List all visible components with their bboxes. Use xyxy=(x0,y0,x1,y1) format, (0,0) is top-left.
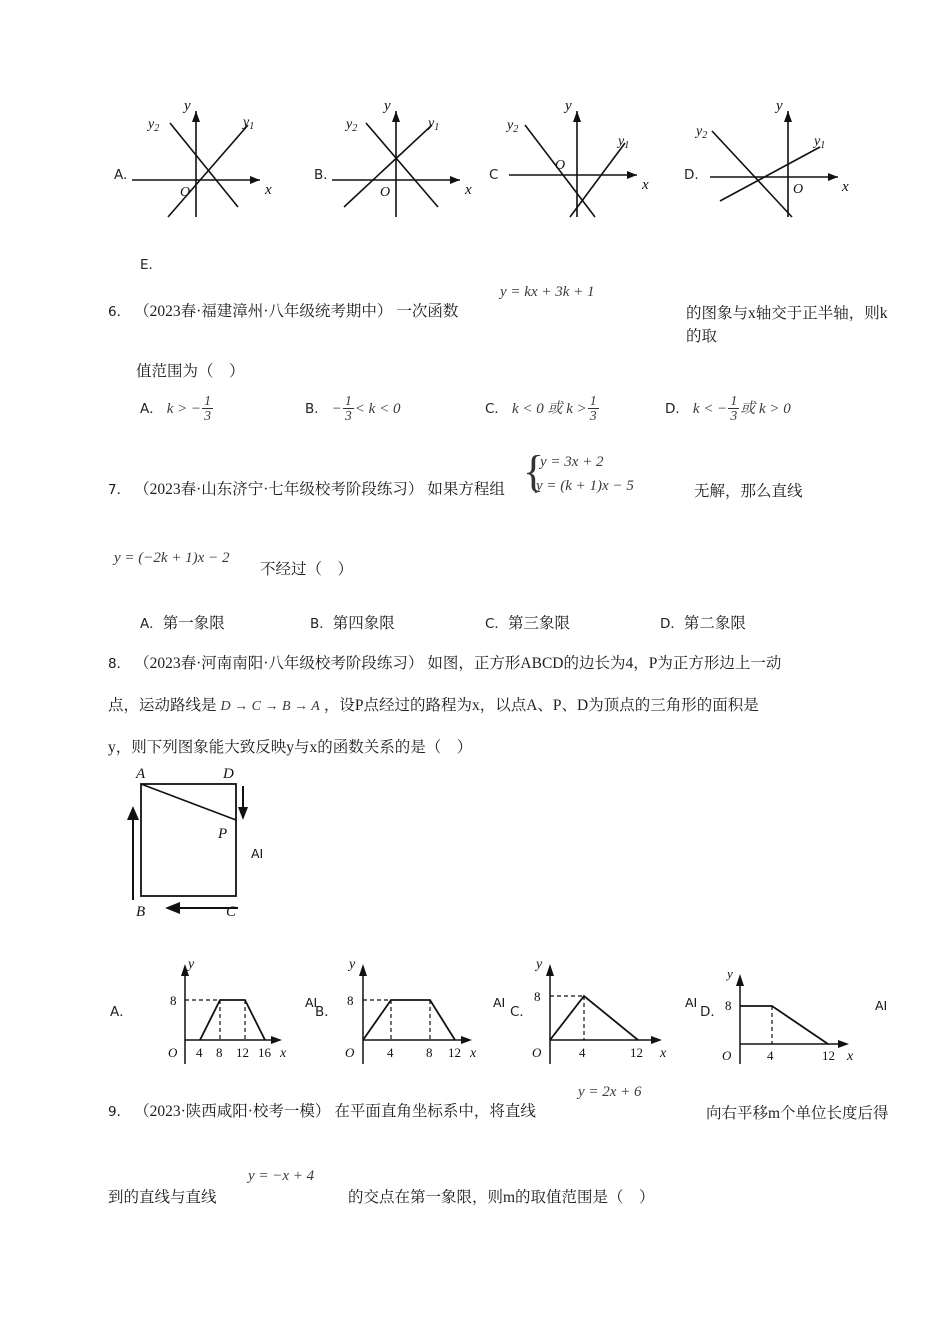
q6-option-d-frac-num: 1 xyxy=(730,393,738,408)
q9-line2 xyxy=(108,1168,908,1208)
q8-graph-b-origin: O xyxy=(345,1045,355,1060)
q5-graph-c xyxy=(485,95,665,220)
q7-option-d[interactable] xyxy=(660,612,746,635)
q6-option-c-frac-num: 1 xyxy=(589,393,597,408)
q9-line2-after: 的交点在第一象限，则m的取值范围是（ ） xyxy=(348,1189,655,1206)
q8-graph-a-xtick-16: 16 xyxy=(258,1045,271,1060)
q8-graph-a xyxy=(110,952,350,1070)
q8-graph-d xyxy=(700,952,940,1070)
q9-source: （2023·陕西咸阳·校考一模） xyxy=(134,1103,331,1120)
q5-option-a-letter: A. xyxy=(114,167,128,183)
q8-graph-a-xtick-4: 4 xyxy=(196,1045,203,1060)
q5-option-c-letter: C xyxy=(489,167,499,183)
q7-option-d-letter: D． xyxy=(660,616,684,632)
q6-option-b-frac-num: 1 xyxy=(344,393,352,408)
q7-option-d-label: 第二象限 xyxy=(683,615,746,632)
q8-graph-b-xtick-4: 4 xyxy=(387,1045,394,1060)
q5-graph-b xyxy=(310,95,480,220)
q8-graph-a-ytick-8: 8 xyxy=(170,993,177,1008)
q7-option-b-label: 第四象限 xyxy=(332,615,395,632)
q7-option-b[interactable] xyxy=(310,612,395,635)
q5-option-b[interactable] xyxy=(310,95,480,220)
q7-text-after: 无解，那么直线 xyxy=(694,483,803,500)
q7-line2 xyxy=(114,550,914,586)
q6-line2: 值范围为（ ） xyxy=(136,363,245,380)
q8-graph-c-xtick-12: 12 xyxy=(630,1045,643,1060)
q8-graph-c-x-label: x xyxy=(660,1046,667,1061)
q8-source: （2023春·河南南阳·八年级校考阶段练习） xyxy=(134,655,424,672)
q8-line1: 如图，正方形ABCD的边长为4，P为正方形边上一动 xyxy=(427,655,782,672)
q5-graph-d-x-label: x xyxy=(842,179,849,195)
q7-option-a-letter: A． xyxy=(140,616,163,632)
q6-option-d-expr: k < − $\frac{1}{3}$ 或 k > 0 xyxy=(692,393,791,424)
q8-figure-svg xyxy=(108,762,368,942)
q9-number: 9． xyxy=(108,1104,131,1120)
q8-figure-label-a: A xyxy=(136,766,146,782)
q7-system-line1: y = 3x + 2 xyxy=(540,454,604,470)
q5-graph-c-y2-label: $y_2$ xyxy=(507,118,519,135)
q5-graph-b-y-label: y xyxy=(384,98,391,114)
q9-formula1: y = 2x + 6 xyxy=(578,1084,642,1100)
q7-options xyxy=(140,612,930,638)
q9-text-mid: 向右平移m个单位长度后得 xyxy=(706,1105,889,1122)
q5-graph-a-y2-label: $y_2$ xyxy=(148,117,160,134)
q8-graph-d-ai-tag: AI xyxy=(875,998,888,1013)
q8-graph-c-origin: O xyxy=(532,1045,542,1060)
q7-option-c-letter: C． xyxy=(485,616,508,632)
q8-graph-d-y-label: y xyxy=(727,966,733,981)
q6-option-d-frac-den: 3 xyxy=(730,408,738,424)
question-6 xyxy=(108,284,898,383)
q7-number: 7． xyxy=(108,482,131,498)
q6-option-b-expr: − $\frac{1}{3}$ < k < 0 xyxy=(331,393,401,424)
q5-graph-a xyxy=(110,95,280,220)
q8-graph-d-x-label: x xyxy=(847,1049,854,1064)
q6-option-d[interactable] xyxy=(665,394,791,424)
q8-graph-a-xtick-12: 12 xyxy=(236,1045,249,1060)
q8-option-a[interactable] xyxy=(110,952,350,1070)
q7-text-tail: 不经过（ ） xyxy=(260,561,354,578)
q6-option-a[interactable] xyxy=(140,394,214,424)
q6-option-c[interactable] xyxy=(485,394,600,424)
q9-line2-before: 到的直线与直线 xyxy=(108,1189,217,1206)
q7-source: （2023春·山东济宁·七年级校考阶段练习） xyxy=(134,481,424,498)
q6-formula: y = kx + 3k + 1 xyxy=(500,284,595,300)
q8-option-c-letter: C． xyxy=(510,1004,533,1020)
q8-number: 8． xyxy=(108,656,131,672)
q8-graph-a-origin: O xyxy=(168,1045,178,1060)
q6-number: 6． xyxy=(108,304,131,320)
q8-graph-a-x-label: x xyxy=(280,1046,287,1061)
q5-option-c[interactable] xyxy=(485,95,665,220)
q6-text-before: 一次函数 xyxy=(396,303,459,320)
q8-graph-b-xtick-12: 12 xyxy=(448,1045,461,1060)
q7-formula2: y = (−2k + 1)x − 2 xyxy=(114,550,230,566)
q8-graph-a-xtick-8: 8 xyxy=(216,1045,223,1060)
q5-graph-b-y1-label: $y_1$ xyxy=(428,116,440,133)
q8-option-b-letter: B． xyxy=(315,1004,338,1020)
q6-option-a-frac-num: 1 xyxy=(204,393,212,408)
q7-option-a[interactable] xyxy=(140,612,225,635)
q8-graph-a-ai-tag: AI xyxy=(305,995,318,1010)
q5-options-row xyxy=(110,95,940,225)
q5-graph-c-y1-label: $y_1$ xyxy=(618,134,630,151)
q7-text-before: 如果方程组 xyxy=(427,481,505,498)
q7-system-line2: y = (k + 1)x − 5 xyxy=(536,478,634,494)
q6-option-b-frac-den: 3 xyxy=(344,408,352,424)
q6-options xyxy=(140,388,930,434)
q5-graph-d-origin: O xyxy=(793,182,804,197)
q5-graph-a-y1-label: $y_1$ xyxy=(243,115,255,132)
q8-graph-d-xtick-12: 12 xyxy=(822,1048,835,1063)
q6-option-c-letter: C． xyxy=(485,400,508,417)
q8-line2-path: D → C → B → A xyxy=(220,699,320,714)
q8-figure-label-d: D xyxy=(223,766,234,782)
q6-option-c-frac-den: 3 xyxy=(589,408,597,424)
q5-option-d-letter: D. xyxy=(684,167,699,183)
q8-line2-b: ，设P点经过的路程为x，以点A、P、D为顶点的三角形的面积是 xyxy=(323,697,759,714)
q7-option-c-label: 第三象限 xyxy=(507,615,570,632)
q8-graph-c-ai-tag: AI xyxy=(685,995,698,1010)
q5-graph-a-origin: O xyxy=(180,185,191,200)
q5-option-d[interactable] xyxy=(680,95,865,220)
question-9 xyxy=(108,1084,908,1124)
q5-graph-c-y-label: y xyxy=(565,98,572,114)
q8-line3: y，则下列图象能大致反映y与x的函数关系的是（ ） xyxy=(108,739,473,756)
q7-option-b-letter: B． xyxy=(310,616,333,632)
q9-text-before: 在平面直角坐标系中，将直线 xyxy=(334,1103,536,1120)
q5-graph-d xyxy=(680,95,865,220)
q5-graph-b-y2-label: $y_2$ xyxy=(346,117,358,134)
q6-option-c-expr: k < 0 或 k > $\frac{1}{3}$ xyxy=(511,393,597,424)
q8-graph-b-xtick-8: 8 xyxy=(426,1045,433,1060)
q5-graph-d-y-label: y xyxy=(776,98,783,114)
q8-graph-c-xtick-4: 4 xyxy=(579,1045,586,1060)
q6-option-a-frac-den: 3 xyxy=(204,408,212,424)
q6-option-a-letter: A． xyxy=(140,400,163,417)
q6-option-b-letter: B． xyxy=(305,400,328,417)
q6-text-after: 的图象与x轴交于正半轴，则k的取 xyxy=(686,305,888,346)
question-7 xyxy=(108,447,908,538)
q8-option-a-letter: A． xyxy=(110,1004,133,1020)
q8-graph-b-ytick-8: 8 xyxy=(347,993,354,1008)
q5-option-b-letter: B. xyxy=(314,167,328,183)
q8-graph-d-origin: O xyxy=(722,1048,732,1063)
q5-graph-b-origin: O xyxy=(380,185,391,200)
q8-figure-ai-tag: AI xyxy=(251,846,264,861)
q8-graph-b-x-label: x xyxy=(470,1046,477,1061)
q5-graph-a-y-label: y xyxy=(184,98,191,114)
q5-graph-d-y2-label: $y_2$ xyxy=(696,124,708,141)
q6-source: （2023春·福建漳州·八年级统考期中） xyxy=(134,303,393,320)
q8-figure-label-p: P xyxy=(218,826,228,842)
q5-graph-c-x-label: x xyxy=(642,177,649,193)
q9-formula2: y = −x + 4 xyxy=(248,1168,315,1184)
q6-option-b[interactable] xyxy=(305,394,400,424)
q8-graph-a-y-label: y xyxy=(188,957,195,972)
q5-graph-b-x-label: x xyxy=(465,182,472,198)
q8-options-row xyxy=(110,952,940,1070)
q8-graph-d-xtick-4: 4 xyxy=(767,1048,774,1063)
q8-figure-label-c: C xyxy=(226,904,237,920)
q8-figure-label-b: B xyxy=(136,904,146,920)
q5-graph-a-x-label: x xyxy=(265,182,272,198)
question-8 xyxy=(108,652,908,758)
q8-graph-d-ytick-8: 8 xyxy=(725,998,732,1013)
q8-option-d-letter: D． xyxy=(700,1004,724,1020)
q8-square-figure xyxy=(108,762,368,942)
q6-option-a-expr: k > − $\frac{1}{3}$ xyxy=(166,393,212,424)
q5-graph-d-y1-label: $y_1$ xyxy=(814,134,826,151)
q5-graph-c-origin: O xyxy=(555,158,566,173)
q8-graph-c-y-label: y xyxy=(536,957,543,972)
q8-graph-b-y-label: y xyxy=(349,957,356,972)
q7-option-a-label: 第一象限 xyxy=(162,615,225,632)
q8-line2-a: 点，运动路线是 xyxy=(108,697,217,714)
q5-option-a[interactable] xyxy=(110,95,280,220)
q8-graph-b-ai-tag: AI xyxy=(493,995,506,1010)
q8-option-d[interactable] xyxy=(700,952,940,1070)
q7-system-brace: { xyxy=(523,447,545,496)
q8-graph-c-ytick-8: 8 xyxy=(534,989,541,1004)
q7-option-c[interactable] xyxy=(485,612,570,635)
q5-option-e[interactable]: E. xyxy=(140,257,153,273)
q6-option-d-letter: D． xyxy=(665,400,689,417)
